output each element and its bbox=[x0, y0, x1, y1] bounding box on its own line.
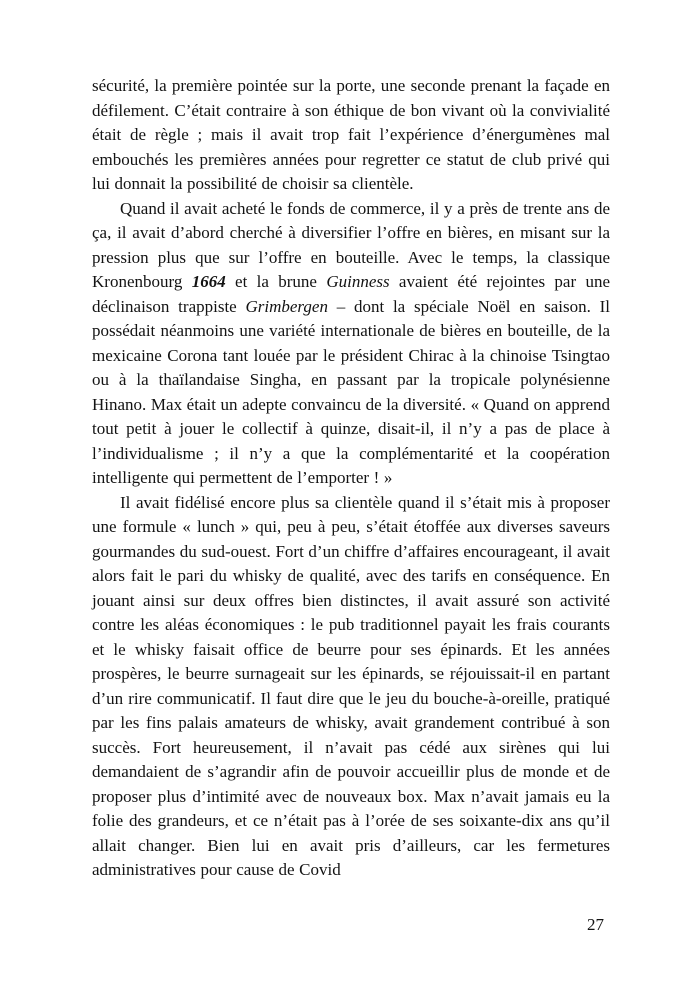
text-segment: Il avait fidélisé encore plus sa clientèle quand il s’était mis à proposer une formule « lunch » qui, peu à peu, s’était étoffée aux diverses saveurs gourmandes du sud-ouest. Fort d’un chiffre d’affaires encourageant, il avait alors fait le pari du whisky de qualité, avec des tarifs en conséquence. En jouant ainsi sur deux offres bien distinctes, il avait assuré son activité contre les aléas économiques : le pub traditionnel payait les frais courants et le whisky faisait office de beurre pour ses épinards. Et les années prospères, le beurre surnageait sur les épinards, se réjouissait-il en partant d’un rire communicatif. Il faut dire que le jeu du bouche-à-oreille, pratiqué par les fins palais amateurs de whisky, avait grandement contribué à son succès. Fort heureusement, il n’avait pas cédé aux sirènes qui lui demandaient de s’agrandir afin de pouvoir accueillir plus de monde et de proposer plus d’intimité avec de nouveaux box. Max n’avait jamais eu la folie des grandeurs, et ce n’était pas à l’orée de ses soixante-dix ans qu’il allait changer. Bien lui en avait pris d’ailleurs, car les fermetures administratives pour cause de Covid bbox=[92, 492, 610, 879]
text-segment: 1664 bbox=[191, 272, 226, 291]
text-segment: sécurité, la première pointée sur la porte, une seconde prenant la façade en défilement. C’était contraire à son éthique de bon vivant où la convivialité était de règle ; mais il avait trop fait l’expérience d’énergumènes mal embouchés les premières années pour regretter ce statut de club privé qui lui donnait la possibilité de choisir sa clientèle. bbox=[92, 76, 610, 193]
body-text bbox=[92, 74, 610, 883]
paragraph bbox=[92, 197, 610, 491]
paragraph bbox=[92, 74, 610, 197]
text-segment: – dont la spéciale Noël en saison. Il possédait néanmoins une variété internationale de bières en bouteille, de la mexicaine Corona tant louée par le président Chirac à la chinoise Tsingtao ou à la thaïlandaise Singha, en passant par la tropicale polynésienne Hinano. Max était un adepte convaincu de la diversité. « Quand on apprend tout petit à jouer le collectif à quinze, disait-il, il n’y a pas de place à l’individualisme ; il n’y a que la complémentarité et la coopération intelligente qui permettent de l’emporter ! » bbox=[92, 296, 610, 487]
page-number: 27 bbox=[587, 915, 604, 934]
text-segment: Quand il avait acheté le fonds de commerce, il y a près de trente ans de ça, il avait d’abord cherché à diversifier l’offre en bières, en misant sur la pression plus que sur l’offre en bouteille. Avec le temps, la classique Kronenbourg bbox=[92, 198, 610, 291]
paragraph bbox=[92, 491, 610, 883]
text-segment: et la brune bbox=[225, 272, 327, 291]
text-segment: Grimbergen bbox=[245, 296, 328, 316]
text-segment: Guinness bbox=[326, 272, 390, 291]
text-segment: avaient été rejointes par une déclinaison trappiste bbox=[92, 272, 610, 316]
